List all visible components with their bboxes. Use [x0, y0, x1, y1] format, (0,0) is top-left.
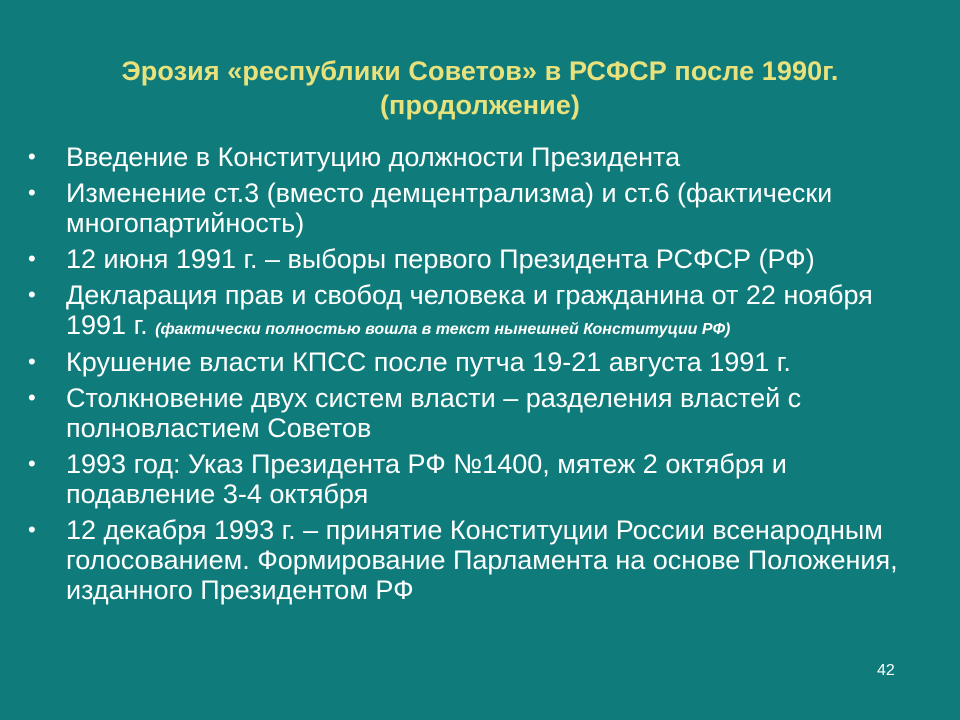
slide-title	[0, 54, 960, 122]
slide-title-line-1: Эрозия «республики Советов» в РСФСР после 1990г.	[121, 56, 839, 86]
bullet-marker: •	[28, 144, 36, 169]
bullet-marker: •	[28, 246, 36, 271]
bullet-note: (фактически полностью вошла в текст нынешней Конституции РФ)	[155, 321, 731, 338]
bullet-item-5	[28, 347, 933, 377]
bullet-item-2	[28, 178, 933, 238]
bullet-text: 1993 год: Указ Президента РФ №1400, мятеж 2 октября и подавление 3-4 октября	[66, 449, 787, 509]
bullet-item-1	[28, 142, 933, 172]
bullet-text: Изменение ст.3 (вместо демцентрализма) и ст.6 (фактически многопартийность)	[66, 178, 833, 238]
bullet-item-8	[28, 515, 933, 605]
bullet-list	[28, 142, 933, 611]
bullet-item-3	[28, 244, 933, 274]
bullet-text: Крушение власти КПСС после путча 19-21 августа 1991 г.	[66, 347, 791, 377]
bullet-marker: •	[28, 517, 36, 542]
bullet-text: 12 июня 1991 г. – выборы первого Президента РСФСР (РФ)	[66, 244, 815, 274]
bullet-marker: •	[28, 451, 36, 476]
bullet-text: Введение в Конституцию должности Президента	[66, 142, 681, 172]
slide-title-line-2: (продолжение)	[379, 90, 581, 120]
bullet-item-6	[28, 383, 933, 443]
bullet-text: Декларация прав и свобод человека и гражданина от 22 ноября 1991 г.	[66, 280, 873, 340]
bullet-text: Столкновение двух систем власти – разделения властей с полновластием Советов	[66, 383, 802, 443]
bullet-marker: •	[28, 180, 36, 205]
page-number: 42	[877, 662, 895, 679]
bullet-marker: •	[28, 282, 36, 307]
bullet-text: 12 декабря 1993 г. – принятие Конституции России всенародным голосованием. Формирование Парламента на основе Положения, изданного Президентом РФ	[66, 515, 898, 605]
bullet-item-7	[28, 449, 933, 509]
bullet-marker: •	[28, 385, 36, 410]
bullet-marker: •	[28, 349, 36, 374]
bullet-item-4	[28, 280, 933, 341]
